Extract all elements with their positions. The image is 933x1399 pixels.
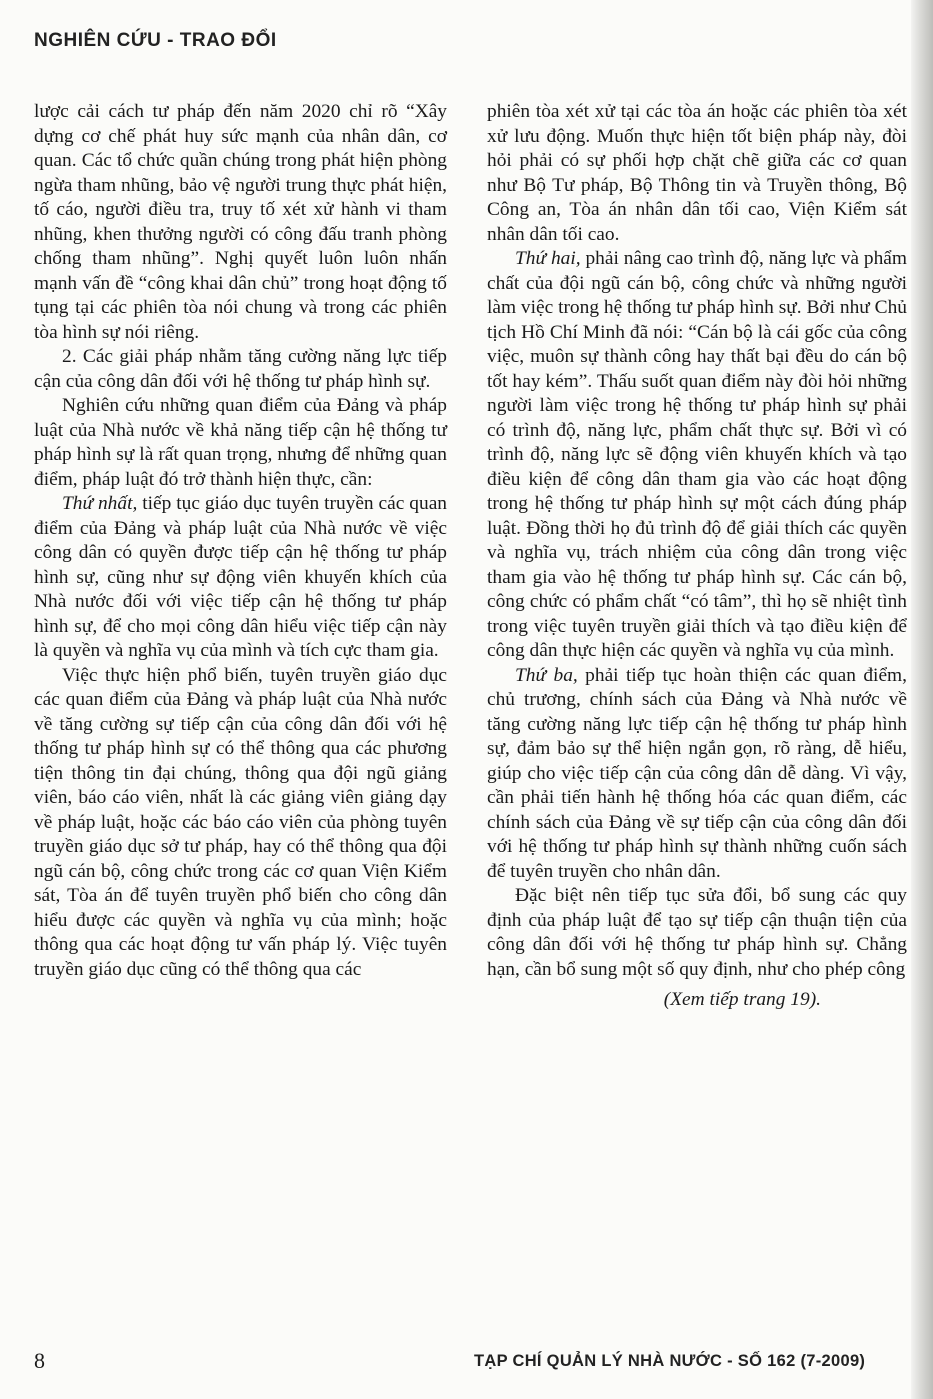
paragraph-lead: Thứ hai, [515,248,581,269]
section-header: NGHIÊN CỨU - TRAO ĐỔI [34,30,277,51]
paragraph: phiên tòa xét xử tại các tòa án hoặc các phiên tòa xét xử lưu động. Muốn thực hiện tốt biện pháp này, đòi hỏi phải có sự phối hợp chặt chẽ giữa các cơ quan như Bộ Tư pháp, Bộ Thông tin và Truyền thông, Bộ Công an, Tòa án nhân dân tối cao, Viện Kiểm sát nhân dân tối cao. [487,101,907,245]
magazine-footer: TẠP CHÍ QUẢN LÝ NHÀ NƯỚC - SỐ 162 (7-2009) [474,1352,866,1370]
paragraph [34,492,447,664]
paragraph [487,664,907,885]
paragraph-lead: Thứ nhất, [62,493,138,514]
right-column [487,100,907,1013]
paragraph-lead: Thứ ba, [515,664,578,686]
continued-note: (Xem tiếp trang 19). [663,989,821,1010]
page-number: 8 [34,1348,45,1373]
paragraph: Nghiên cứu những quan điểm của Đảng và pháp luật của Nhà nước về khả năng tiếp cận hệ thống tư pháp hình sự là rất quan trọng, nhưng để những quan điểm, pháp luật đó trở thành hiện thực, cần: [34,395,447,490]
paragraph: Việc thực hiện phổ biến, tuyên truyền giáo dục các quan điểm của Đảng và pháp luật của Nhà nước về tăng cường sự tiếp cận của công dân đối với hệ thống tư pháp hình sự có thể thông qua các phương tiện thông tin đại chúng, thông qua đội ngũ giảng viên, báo cáo viên, nhất là các giảng viên giảng dạy về pháp luật, hoặc các báo cáo viên của phòng tuyên truyền giáo dục sở tư pháp, hay có thể thông qua đội ngũ cán bộ, công chức trong các cơ quan Viện Kiểm sát, Tòa án để tuyên truyền phổ biến cho công dân hiểu được các quyền và nghĩa vụ của mình; hoặc thông qua các hoạt động tư vấn pháp lý. Việc tuyên truyền giáo dục cũng có thể thông qua các [34,664,447,980]
page-edge-shadow [911,0,933,1399]
paragraph-body: tiếp tục giáo dục tuyên truyền các quan điểm của Đảng và pháp luật của Nhà nước về việc công dân có quyền được tiếp cận hệ thống tư pháp hình sự, cũng như sự động viên khuyến khích của Nhà nước đối với việc tiếp cận hệ thống tư pháp hình sự, để cho mọi công dân hiểu việc tiếp cận này là quyền và nghĩa vụ của mình và tích cực tham gia. [34,493,447,661]
paragraph: lược cải cách tư pháp đến năm 2020 chỉ rõ “Xây dựng cơ chế phát huy sức mạnh của nhân dân, cơ quan. Các tổ chức quần chúng trong phát hiện phòng ngừa tham nhũng, bảo vệ người trung thực phát hiện, tố cáo, người điều tra, truy tố xét xử hành vi tham nhũng, khen thưởng người có công đấu tranh phòng chống tham nhũng”. Nghị quyết luôn luôn nhấn mạnh vấn đề “công khai dân chủ” trong hoạt động tố tụng tại các phiên tòa nói chung và trong các phiên tòa hình sự nói riêng. [34,101,447,343]
paragraph: Đặc biệt nên tiếp tục sửa đổi, bổ sung các quy định của pháp luật để tạo sự tiếp cận thuận tiện của công dân đối với hệ thống tư pháp hình sự. Chẳng hạn, cần bổ sung một số quy định, như cho phép công [487,885,907,980]
left-column [34,100,447,982]
paragraph-body: phải nâng cao trình độ, năng lực và phẩm chất của đội ngũ cán bộ, công chức và những người làm việc trong hệ thống tư pháp hình sự. Bởi như Chủ tịch Hồ Chí Minh đã nói: “Cán bộ là cái gốc của công việc, muôn sự thành công hay thất bại đều do cán bộ tốt hay kém”. Thấu suốt quan điểm này đòi hỏi những người làm việc trong hệ thống tư pháp hình sự phải có trình độ, năng lực, phẩm chất thực sự. Bởi vì có trình độ, năng lực sẽ động viên khuyến khích và tạo điều kiện để công dân tham gia vào các hoạt động trong hệ thống tư pháp hình sự một cách đúng pháp luật. Đồng thời họ đủ trình độ để giải thích các quyền và nghĩa vụ, trách nhiệm của công dân trong việc tham gia vào hệ thống tư pháp hình sự. Các cán bộ, công chức có phẩm chất “có tâm”, thì họ sẽ nhiệt tình trong việc tuyên truyền giải thích và tạo điều kiện để công dân thực hiện các quyền và nghĩa vụ của mình. [487,248,907,661]
paragraph-body: phải tiếp tục hoàn thiện các quan điểm, chủ trương, chính sách của Đảng và Nhà nước về tăng cường năng lực tiếp cận hệ thống tư pháp hình sự, đảm bảo sự thể hiện ngắn gọn, rõ ràng, dễ hiểu, giúp cho việc tiếp cận của công dân dễ dàng. Vì vậy, cần phải tiến hành hệ thống hóa các quan điểm, các chính sách của Đảng về sự tiếp cận của công dân đối với hệ thống tư pháp hình sự thành những cuốn sách để tuyên truyền cho nhân dân. [487,664,907,882]
section-heading: 2. Các giải pháp nhằm tăng cường năng lực tiếp cận của công dân đối với hệ thống tư pháp hình sự. [34,346,447,392]
paragraph [487,247,907,664]
